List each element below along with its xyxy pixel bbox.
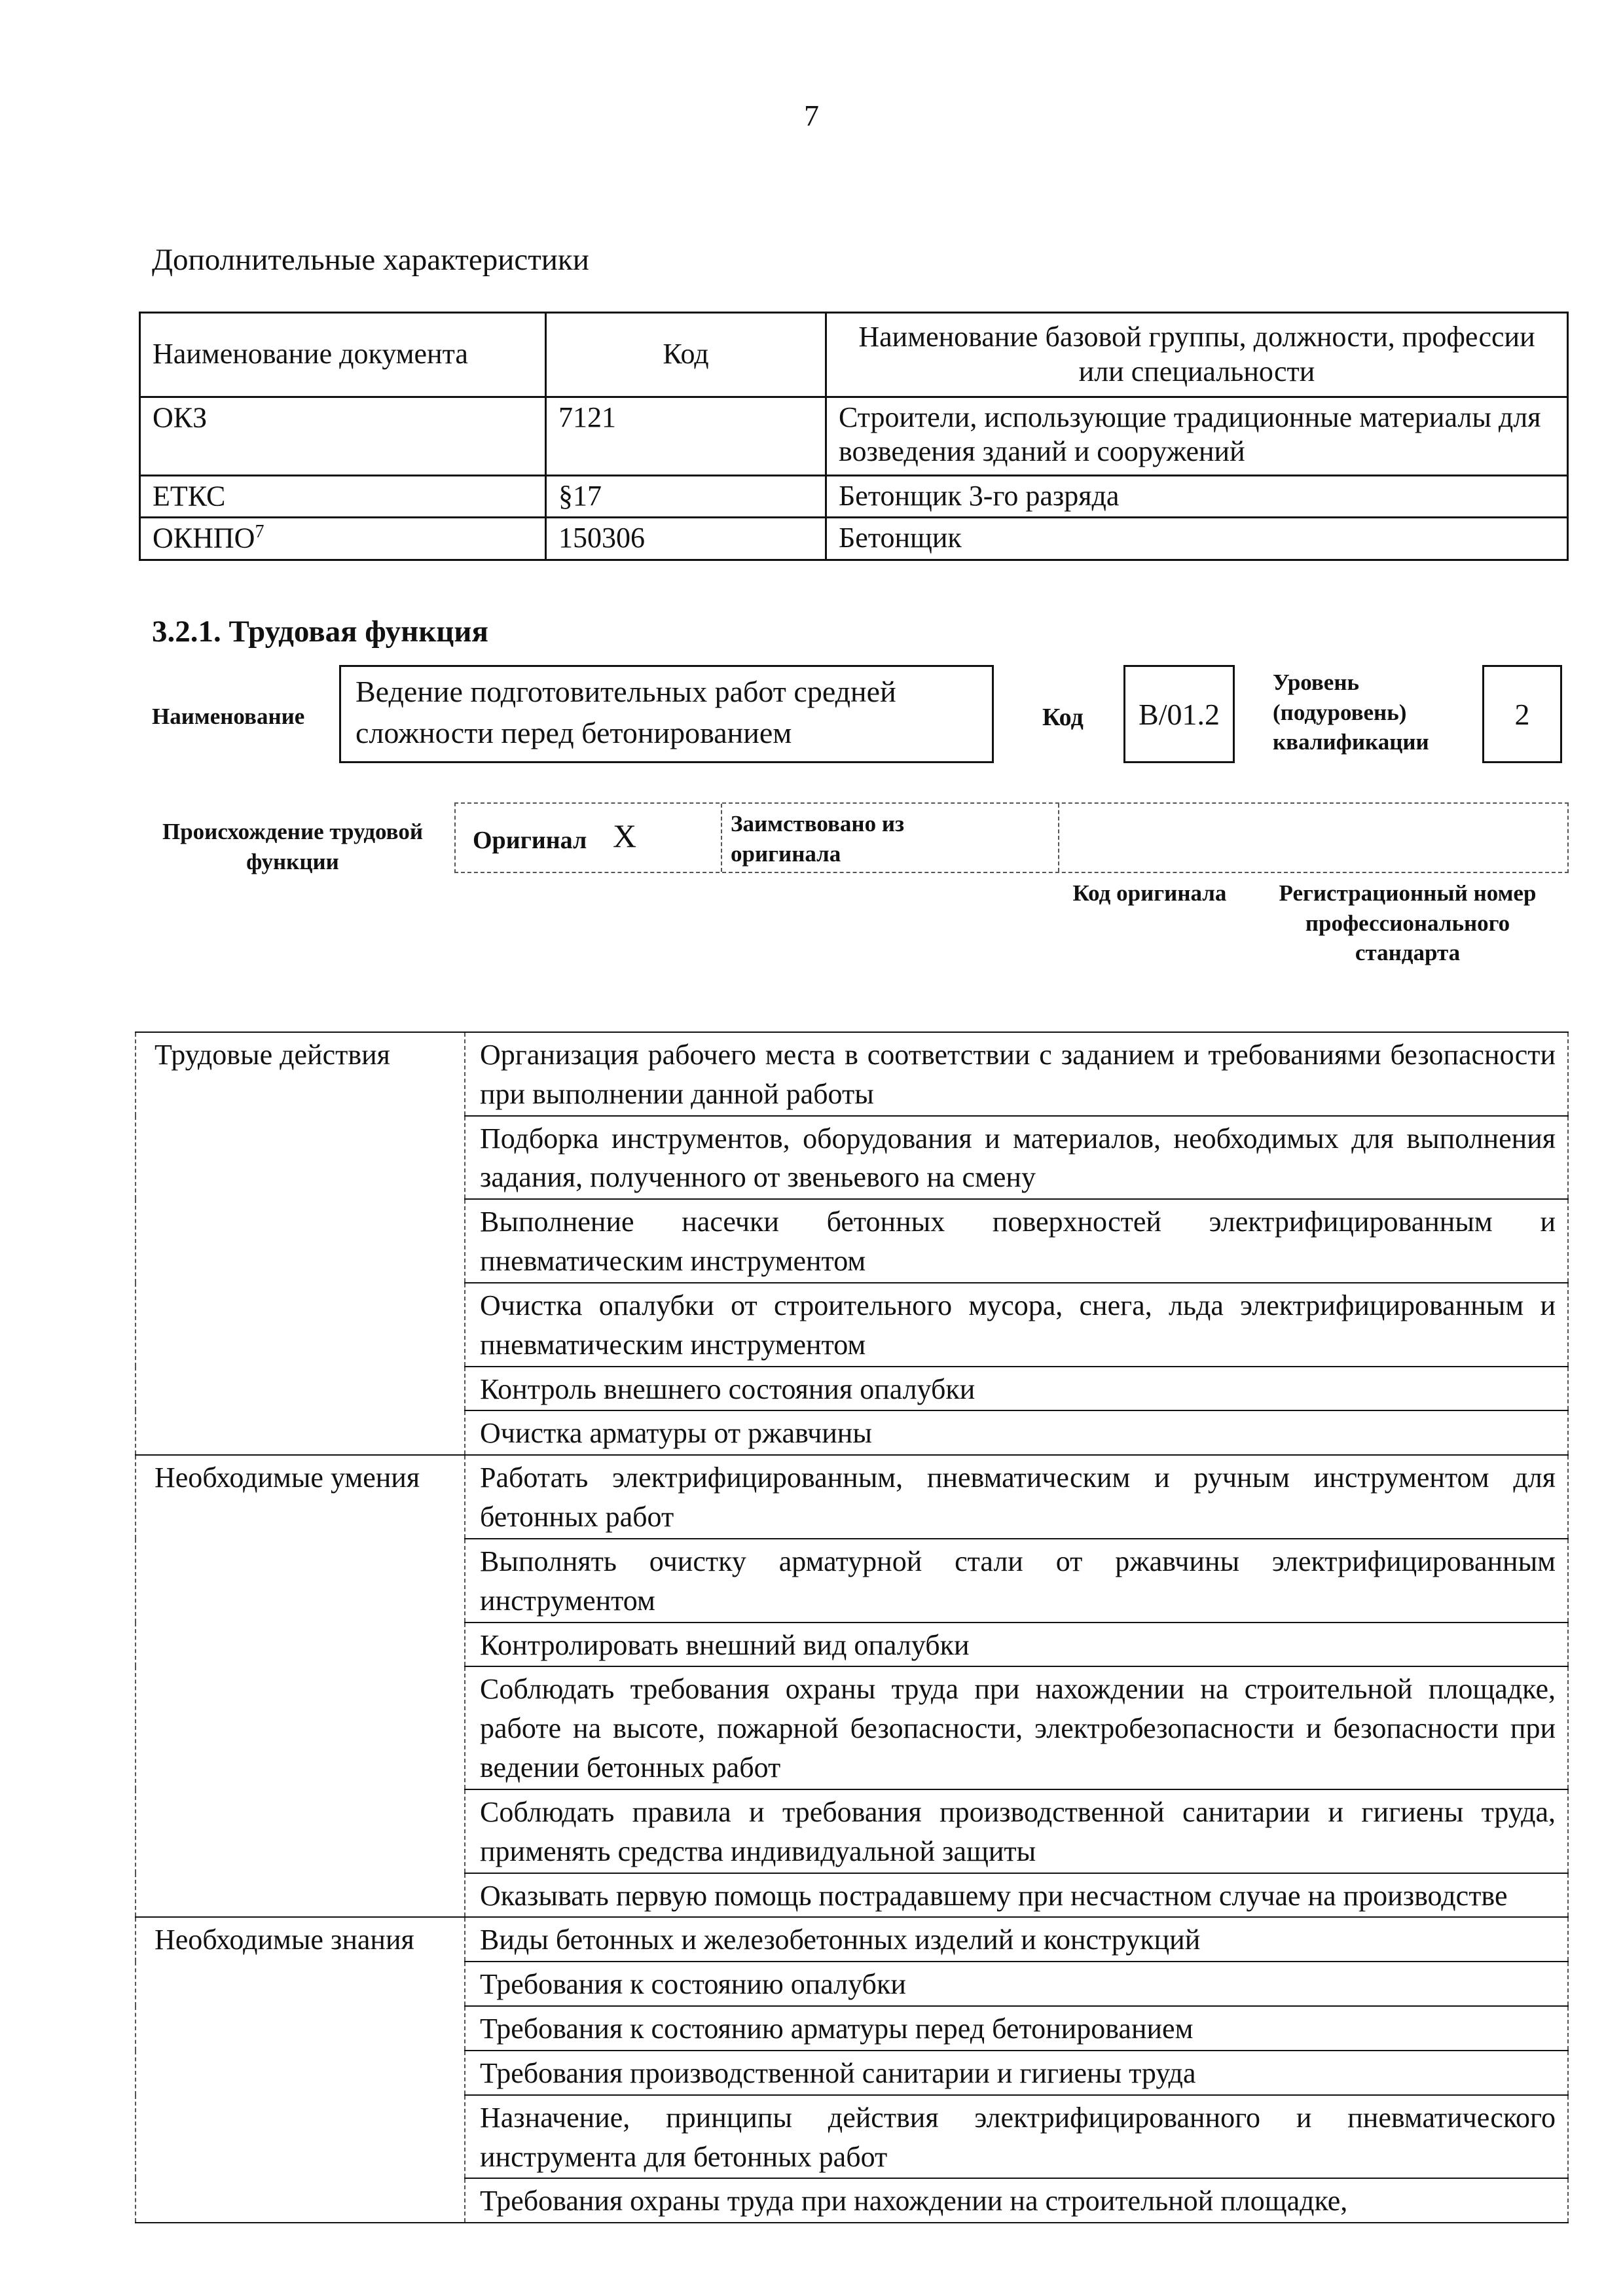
code-cell: 150306 <box>546 518 826 560</box>
origin-label: Происхождение трудовой функции <box>162 819 424 874</box>
code-original-label: Код оригинала <box>1072 880 1227 906</box>
origin-row <box>454 802 1569 873</box>
list-item: Соблюдать требования охраны труда при нахождении на строительной площадке, работе на высоте, пожарной безопасности, электробезопасности и безопасности при ведении бетонных работ <box>465 1666 1568 1789</box>
doc-cell <box>140 397 546 475</box>
table-row <box>136 1917 1568 1962</box>
doc-name: ОКЗ <box>153 401 208 434</box>
name-cell: Бетонщик 3-го разряда <box>826 475 1568 517</box>
list-item: Соблюдать правила и требования производственной санитарии и гигиены труда, применять средства индивидуальной защиты <box>465 1789 1568 1873</box>
list-item: Выполнять очистку арматурной стали от ржавчины электрифицированным инструментом <box>465 1539 1568 1623</box>
footnote-mark: 7 <box>255 522 264 543</box>
name-cell: Строители, использующие традиционные материалы для возведения зданий и сооружений <box>826 397 1568 475</box>
level-box: 2 <box>1482 665 1562 763</box>
function-name-box: Ведение подготовительных работ средней сложности перед бетонированием <box>339 665 994 763</box>
list-item: Требования производственной санитарии и гигиены труда <box>465 2051 1568 2095</box>
doc-name: ЕТКС <box>153 480 226 512</box>
page-number: 7 <box>804 99 819 132</box>
table-row <box>140 518 1568 560</box>
characteristics-table <box>139 312 1569 561</box>
header-name: Наименование базовой группы, должности, профессии или специальности <box>826 313 1568 397</box>
borrowed-label: Заимствовано из оригинала <box>731 811 905 867</box>
table-row <box>136 1032 1568 1116</box>
list-item: Подборка инструментов, оборудования и материалов, необходимых для выполнения задания, полученного от звеньевого на смену <box>465 1116 1568 1200</box>
table-row <box>140 475 1568 517</box>
header-code: Код <box>546 313 826 397</box>
function-details-table <box>135 1031 1569 2223</box>
original-label: Оригинал <box>473 827 587 854</box>
labor-function-title: 3.2.1. Трудовая функция <box>152 615 488 649</box>
header-doc: Наименование документа <box>140 313 546 397</box>
list-item: Контроль внешнего состояния опалубки <box>465 1367 1568 1411</box>
doc-cell <box>140 518 546 560</box>
list-item: Выполнение насечки бетонных поверхностей электрифицированным и пневматическим инструментом <box>465 1199 1568 1283</box>
table-row <box>136 1455 1568 1539</box>
section-title: Необходимые умения <box>136 1455 465 1917</box>
table-row <box>140 397 1568 475</box>
original-mark: X <box>613 817 637 854</box>
function-code-box: B/01.2 <box>1123 665 1235 763</box>
section-heading: Дополнительные характеристики <box>152 243 589 277</box>
section-title: Необходимые знания <box>136 1917 465 2223</box>
list-item: Контролировать внешний вид опалубки <box>465 1623 1568 1667</box>
list-item: Работать электрифицированным, пневматическим и ручным инструментом для бетонных работ <box>465 1455 1568 1539</box>
name-label: Наименование <box>152 704 305 729</box>
list-item: Организация рабочего места в соответствии с заданием и требованиями безопасности при выполнении данной работы <box>465 1032 1568 1116</box>
code-cell: 7121 <box>546 397 826 475</box>
list-item: Требования охраны труда при нахождении на строительной площадке, <box>465 2178 1568 2223</box>
name-cell: Бетонщик <box>826 518 1568 560</box>
level-label: Уровень (подуровень) квалификации <box>1273 670 1429 755</box>
list-item: Виды бетонных и железобетонных изделий и конструкций <box>465 1917 1568 1962</box>
list-item: Оказывать первую помощь пострадавшему при несчастном случае на производстве <box>465 1873 1568 1918</box>
code-label: Код <box>1042 704 1084 731</box>
code-cell: §17 <box>546 475 826 517</box>
doc-name: ОКНПО <box>153 522 255 554</box>
list-item: Очистка арматуры от ржавчины <box>465 1410 1568 1455</box>
doc-cell <box>140 475 546 517</box>
list-item: Требования к состоянию арматуры перед бетонированием <box>465 2006 1568 2051</box>
list-item: Требования к состоянию опалубки <box>465 1962 1568 2006</box>
list-item: Назначение, принципы действия электрифицированного и пневматического инструмента для бетонных работ <box>465 2095 1568 2179</box>
section-title: Трудовые действия <box>136 1032 465 1455</box>
list-item: Очистка опалубки от строительного мусора, снега, льда электрифицированным и пневматическим инструментом <box>465 1283 1568 1367</box>
reg-number-label: Регистрационный номер профессионального стандарта <box>1279 880 1537 965</box>
